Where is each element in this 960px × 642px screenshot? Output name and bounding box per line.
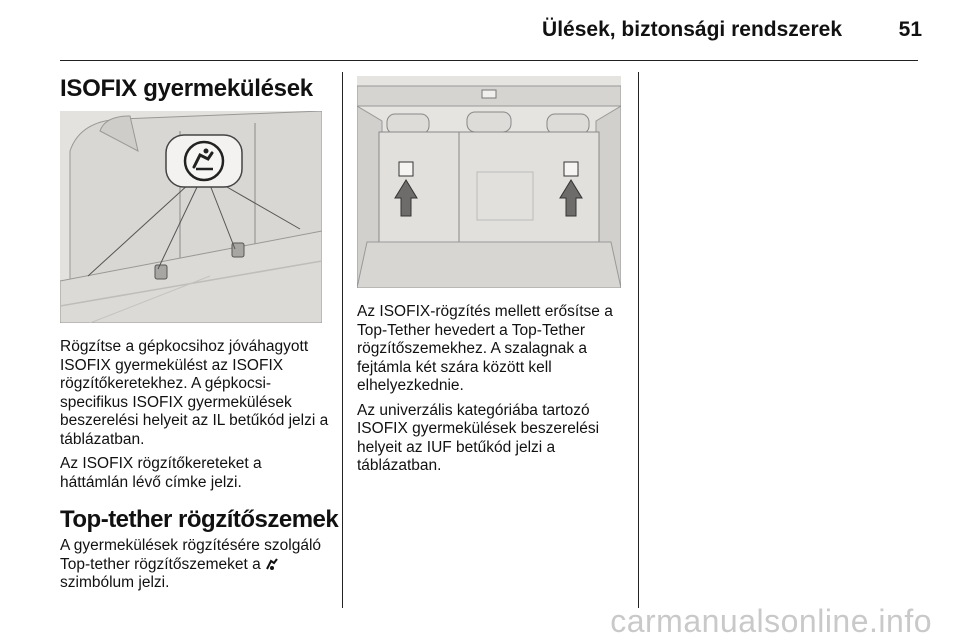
isofix-seat-illustration [60, 111, 322, 323]
column-rule-1 [342, 72, 343, 608]
header-rule [60, 60, 918, 61]
middle-paragraph-2: Az univerzális kategóriába tartozó ISOFIX gyermekülések beszerelési helyeit az IUF betűkód jelzi a táblázatban. [357, 401, 600, 474]
top-tether-text [60, 537, 330, 593]
middle-text [357, 303, 627, 482]
isofix-paragraph-2: Az ISOFIX rögzítőkereteket a háttámlán lévő címke jelzi. [60, 455, 262, 491]
isofix-text [60, 338, 330, 498]
isofix-seat-icon [185, 142, 223, 180]
top-tether-trunk-illustration [357, 76, 621, 288]
isofix-paragraph-1: Rögzítse a gépkocsihoz jóváhagyott ISOFIX gyermekülést az ISOFIX rögzítőkeretekhez. A gépkocsi-specifikus ISOFIX gyermekülések beszerelési helyeit az IL betűkód jelzi a táblázatban. [60, 338, 329, 448]
section-heading-isofix: ISOFIX gyermekülések [60, 75, 313, 102]
top-tether-text-after: szimbólum jelzi. [60, 574, 170, 591]
watermark: carmanualsonline.info [610, 603, 932, 639]
page-number: 51 [898, 18, 922, 41]
page-header-title: Ülések, biztonsági rendszerek [542, 18, 842, 41]
column-rule-2 [638, 72, 639, 608]
section-heading-top-tether: Top-tether rögzítőszemek [60, 506, 339, 533]
top-tether-icon [265, 557, 279, 571]
top-tether-text-before: A gyermekülések rögzítésére szolgáló Top-tether rögzítőszemeket a [60, 537, 322, 573]
middle-paragraph-1: Az ISOFIX-rögzítés mellett erősítse a Top-Tether hevedert a Top-Tether rögzítőszemekhez. A szalagnak a fejtámla két szára között kell elhelyezkednie. [357, 303, 613, 394]
